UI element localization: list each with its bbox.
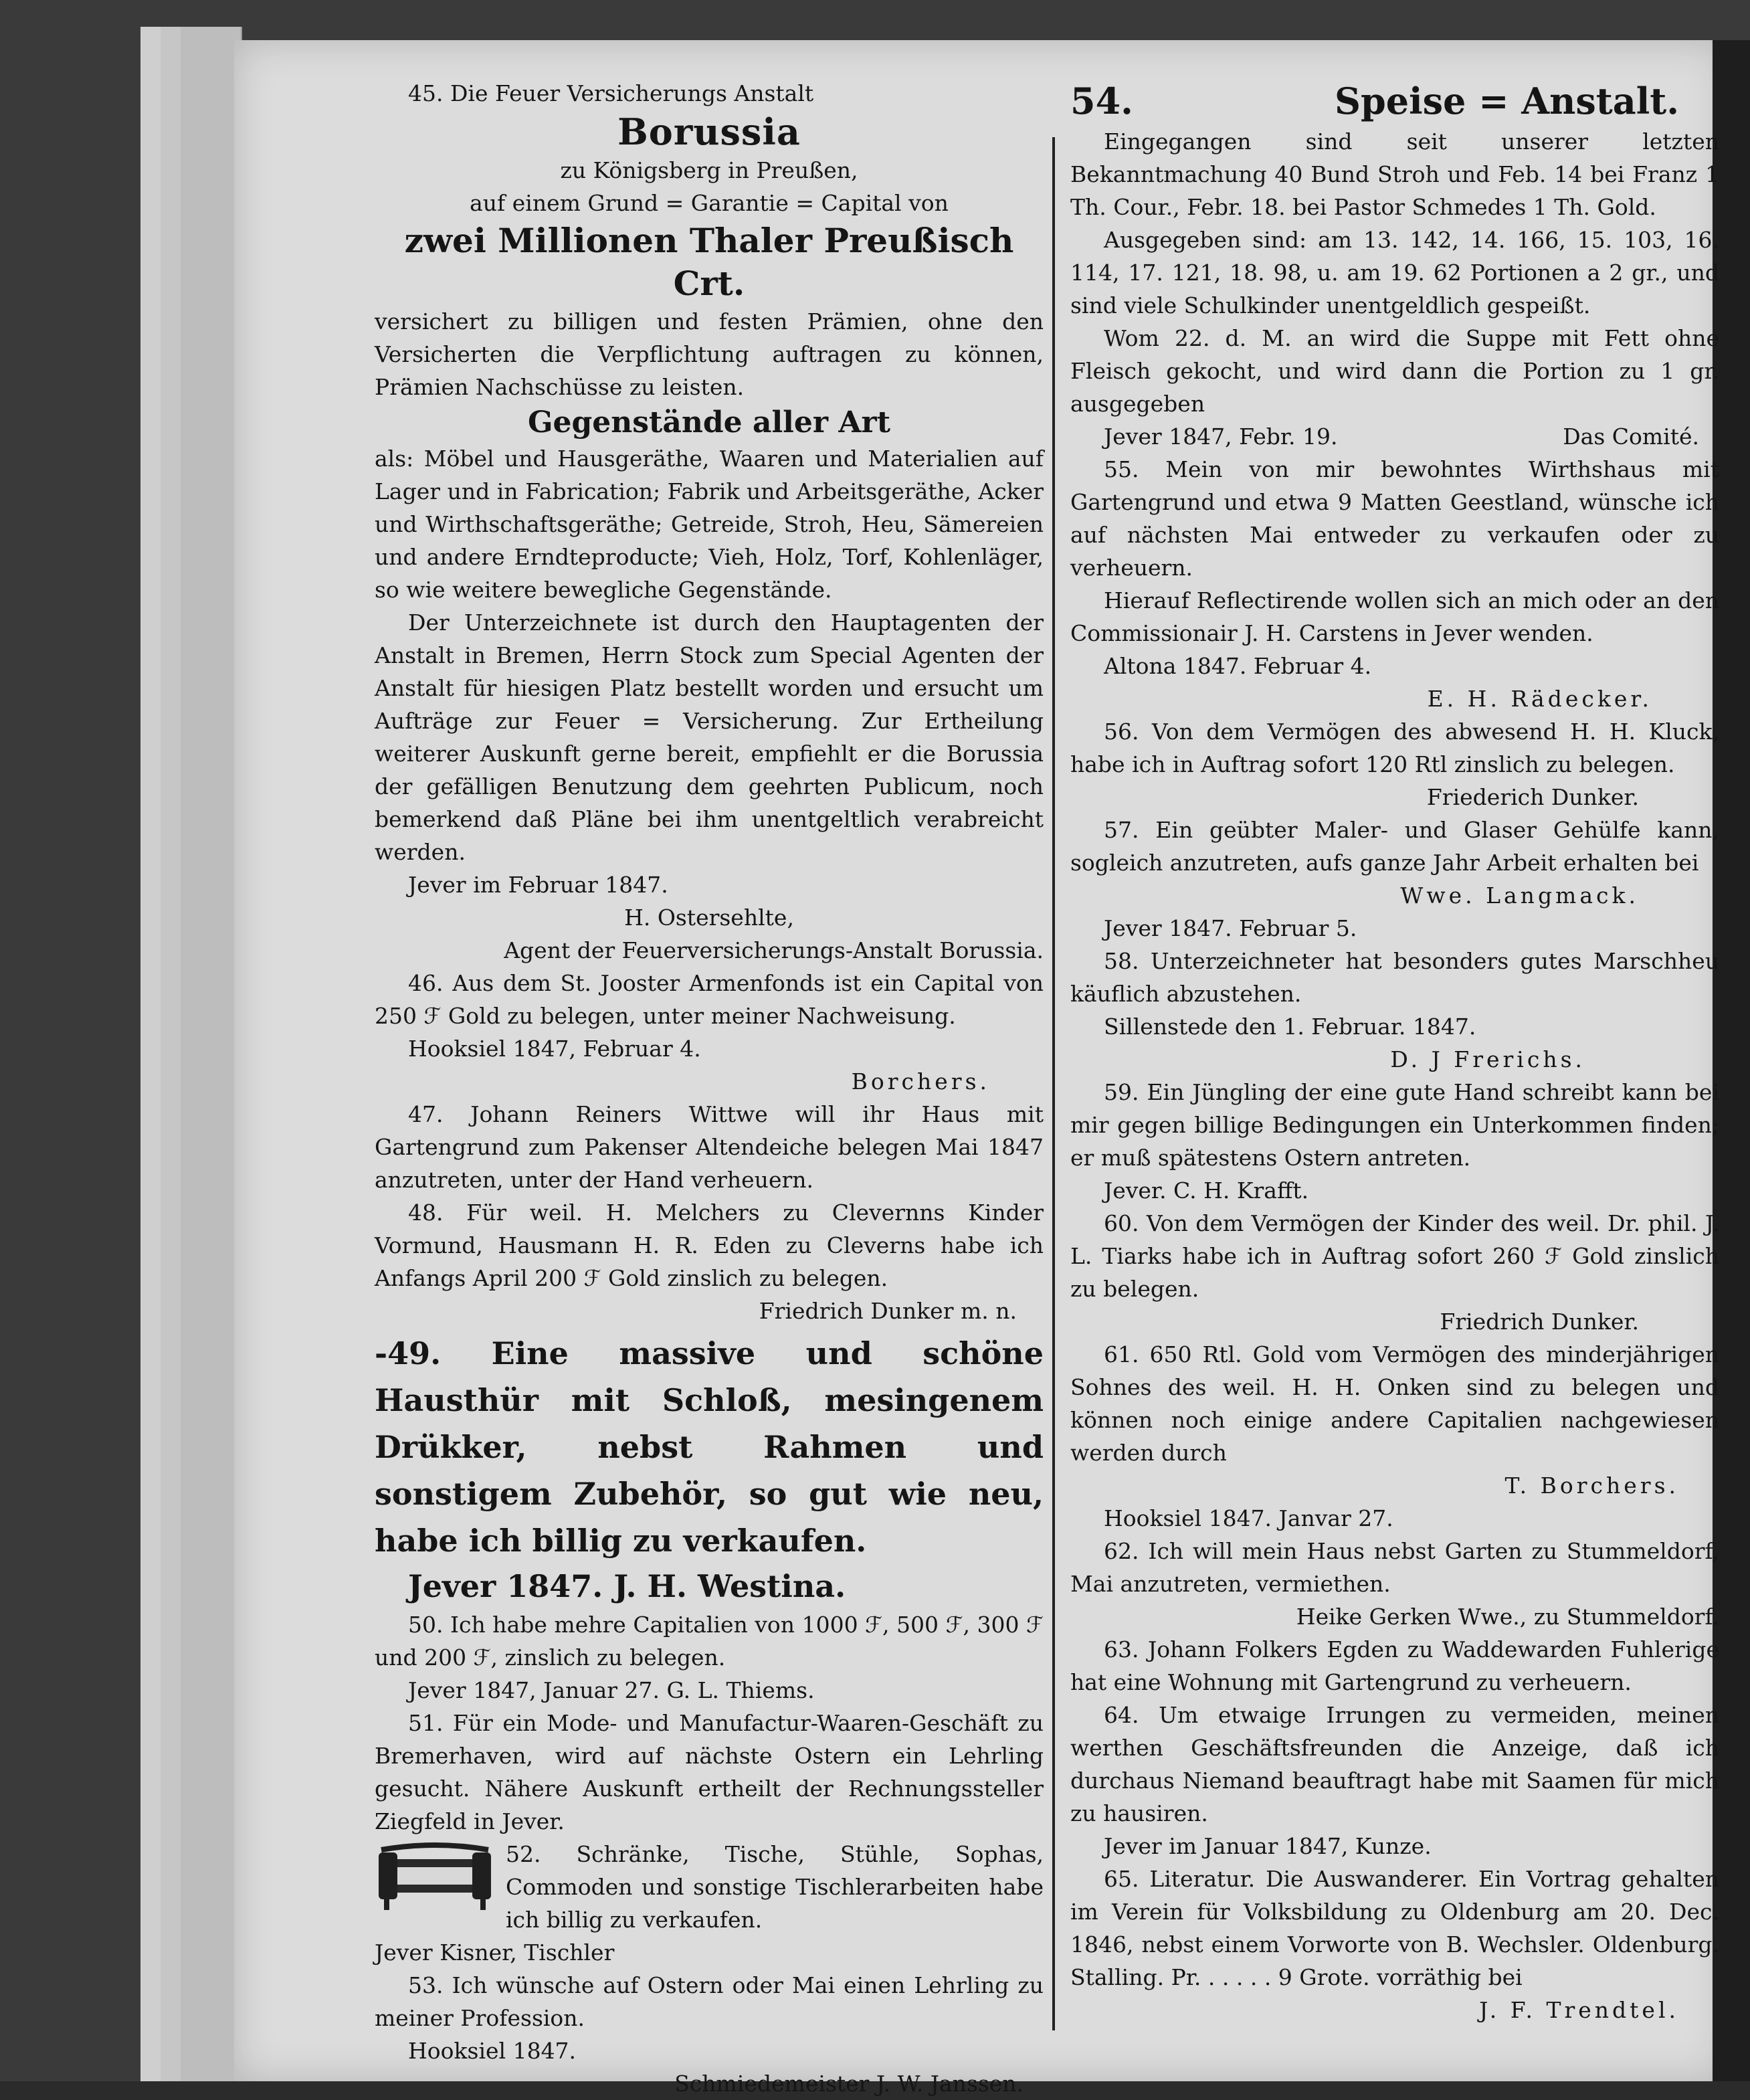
notice-59-signature: Jever. C. H. Krafft. [1104,1177,1309,1204]
notice-58-date: Sillenstede den 1. Februar. 1847. [1104,1014,1476,1040]
notice-51-text: 51. Für ein Mode- und Manufactur-Waaren-Geschäft zu Bremerhaven, wird auf nächste Ostern ein Lehrling gesucht. Nähere Auskunft ertheilt der Rechnungssteller Ziegfeld in Jever. [375,1710,1044,1834]
notice-46-text: 46. Aus dem St. Jooster Armenfonds ist ein Capital von 250 ℱ Gold zu belegen, unter meiner Nachweisung. [375,970,1044,1029]
notice-60-text: 60. Von dem Vermögen der Kinder des weil. Dr. phil. J. L. Tiarks habe ich in Auftrag sofort 260 ℱ Gold zinslich zu belegen. [1070,1210,1719,1302]
company-name: Borussia [617,110,801,153]
notice-54-p2: Ausgegeben sind: am 13. 142, 14. 166, 15. 103, 16. 114, 17. 121, 18. 98, u. am 19. 62 Portionen a 2 gr., und sind viele Schulkinder unentgeldlich gespeißt. [1070,227,1719,318]
notice-49 [375,1330,1044,1608]
notice-45-body1: versichert zu billigen und festen Prämien, ohne den Versicherten die Verpflichtung auftragen zu können, Prämien Nachschüsse zu leisten. [375,308,1044,400]
notice-51 [375,1707,1044,1838]
notice-45-body3: Der Unterzeichnete ist durch den Hauptagenten der Anstalt in Bremen, Herrn Stock zum Special Agenten der Anstalt für hiesigen Platz bestellt worden und ersucht um Aufträge zur Feuer = Versicherung. Zur Ertheilung weiterer Auskunft gerne bereit, empfiehlt er die Borussia der gefälligen Benutzung dem geehrten Publicum, noch bemerkend daß Pläne bei ihm unentgeltlich verabreicht werden. [375,609,1044,865]
notice-47 [375,1098,1044,1196]
notice-55-signature: E. H. Rädecker. [1427,686,1652,712]
notice-54-p3: Wom 22. d. M. an wird die Suppe mit Fett ohne Fleisch gekocht, und wird dann die Portion zu 1 gr. ausgegeben [1070,325,1719,417]
notice-54 [1070,77,1719,453]
notice-48 [375,1196,1044,1327]
notice-53-signature: Schmiedemeister J. W. Janssen. [674,2071,1024,2097]
notice-54-title: Speise = Anstalt. [1335,80,1679,122]
notice-65 [1070,1863,1719,2026]
notice-65-text: 65. Literatur. Die Auswanderer. Ein Vortrag gehalten im Verein für Volksbildung zu Oldenburg am 20. Dec. 1846, nebst einem Vorworte von B. Wechsler. Oldenburg. Stalling. Pr. . . . . . 9 Grote. vorräthig bei [1070,1866,1719,1990]
notice-46-signature: Borchers. [851,1068,990,1094]
notice-63 [1070,1633,1719,1699]
capital-line: auf einem Grund = Garantie = Capital von [470,190,949,216]
notice-47-text: 47. Johann Reiners Wittwe will ihr Haus mit Gartengrund zum Pakenser Altendeiche belegen Mai 1847 anzutreten, unter der Hand verheuern. [375,1101,1044,1193]
notice-49-signature: Jever 1847. J. H. Westina. [408,1568,846,1604]
notice-54-signature: Das Comité. [1563,423,1699,450]
notice-56-signature: Friederich Dunker. [1426,784,1639,810]
notice-50-text: 50. Ich habe mehre Capitalien von 1000 ℱ, 500 ℱ, 300 ℱ und 200 ℱ, zinslich zu belegen. [375,1612,1044,1671]
left-column [375,77,1044,2100]
notice-54-date: Jever 1847, Febr. 19. [1104,423,1338,450]
notice-52-body: 52. Schränke, Tische, Stühle, Sophas, Commoden und sonstige Tischlerarbeiten habe ich billig zu verkaufen. [506,1841,1044,1933]
notice-53-text: 53. Ich wünsche auf Ostern oder Mai einen Lehrling zu meiner Profession. [375,1972,1044,2031]
notice-45-signature: H. Ostersehlte, [624,904,794,931]
notice-57-text: 57. Ein geübter Maler- und Glaser Gehülfe kann, sogleich anzutreten, aufs ganze Jahr Arbeit erhalten bei [1070,817,1719,876]
company-location: zu Königsberg in Preußen, [560,157,858,183]
notice-55-text: 55. Mein von mir bewohntes Wirthshaus mit Gartengrund und etwa 9 Matten Geestland, wünsche ich auf nächsten Mai entweder zu verkaufen oder zu verheuern. [1070,456,1719,581]
notice-61 [1070,1338,1719,1535]
subheading: Gegenstände aller Art [527,405,891,440]
notice-62 [1070,1535,1719,1633]
notice-55-p2: Hierauf Reflectirende wollen sich an mich oder an den Commissionair J. H. Carstens in Jever wenden. [1070,587,1719,646]
notice-64 [1070,1699,1719,1863]
notice-55-date: Altona 1847. Februar 4. [1104,653,1372,679]
notice-59 [1070,1076,1719,1207]
notice-64-signature: Jever im Januar 1847, Kunze. [1104,1833,1432,1859]
notice-52-text [375,1838,1044,1936]
notice-56-text: 56. Von dem Vermögen des abwesend H. H. Kluck, habe ich in Auftrag sofort 120 Rtl zinslich zu belegen. [1070,719,1719,777]
notice-64-text: 64. Um etwaige Irrungen zu vermeiden, meinen werthen Geschäftsfreunden die Anzeige, daß ich durchaus Niemand beauftragt habe mit Saamen für mich zu hausiren. [1070,1702,1719,1826]
notice-57 [1070,814,1719,945]
sofa-icon [375,1840,495,1914]
right-column [1070,77,1719,2026]
notice-48-text: 48. Für weil. H. Melchers zu Clevernns Kinder Vormund, Hausmann H. R. Eden zu Cleverns habe ich Anfangs April 200 ℱ Gold zinslich zu belegen. [375,1200,1044,1291]
notice-48-signature: Friedrich Dunker m. n. [759,1298,1017,1324]
notice-62-text: 62. Ich will mein Haus nebst Garten zu Stummeldorf, Mai anzutreten, vermiethen. [1070,1538,1719,1597]
notice-59-text: 59. Ein Jüngling der eine gute Hand schreibt kann bei mir gegen billige Bedingungen ein Unterkommen finden; er muß spätestens Ostern antreten. [1070,1079,1719,1171]
notice-50-signature: Jever 1847, Januar 27. G. L. Thiems. [408,1677,815,1703]
notice-62-signature: Heike Gerken Wwe., zu Stummeldorf. [1296,1604,1719,1630]
notice-58-signature: D. J Frerichs. [1390,1046,1585,1072]
notice-63-text: 63. Johann Folkers Egden zu Waddewarden Fuhlerige hat eine Wohnung mit Gartengrund zu verheuern. [1070,1636,1719,1695]
notice-57-date: Jever 1847. Februar 5. [1104,915,1357,941]
notice-52-signature: Jever Kisner, Tischler [375,1939,615,1966]
notice-61-signature: T. Borchers. [1504,1472,1679,1499]
notice-45-body2: als: Möbel und Hausgeräthe, Waaren und Materialien auf Lager und in Fabrication; Fabrik und Arbeitsgeräthe, Acker und Wirthschaftsgeräthe; Getreide, Stroh, Heu, Sämereien und andere Erndteproducte; Vieh, Holz, Torf, Kohlenläger, so wie weitere bewegliche Gegenstände. [375,446,1044,603]
notice-61-text: 61. 650 Rtl. Gold vom Vermögen des minderjährigen Sohnes des weil. H. H. Onken sind zu belegen und können noch einige andere Capitalien nachgewiesen werden durch [1070,1341,1719,1466]
notice-57-signature: Wwe. Langmack. [1400,882,1639,909]
notice-55 [1070,453,1719,715]
notice-54-heading [1070,77,1719,125]
notice-52 [375,1838,1044,1969]
notice-50 [375,1608,1044,1707]
notice-46 [375,967,1044,1098]
notice-60 [1070,1207,1719,1338]
notice-45-heading: 45. Die Feuer Versicherungs Anstalt [408,80,814,106]
notice-58-text: 58. Unterzeichneter hat besonders gutes Marschheu käuflich abzustehen. [1070,948,1719,1007]
capital-amount: zwei Millionen Thaler Preußisch Crt. [404,221,1014,303]
notice-58 [1070,945,1719,1076]
notice-45-title: Agent der Feuerversicherungs-Anstalt Borussia. [504,937,1044,963]
book-page-edge [181,27,242,2081]
column-divider [1052,137,1055,2030]
notice-45-date: Jever im Februar 1847. [408,872,668,898]
notice-61-date: Hooksiel 1847. Janvar 27. [1104,1505,1393,1531]
notice-54-footer [1070,420,1719,453]
notice-54-p1: Eingegangen sind seit unserer letzten Bekanntmachung 40 Bund Stroh und Feb. 14 bei Franz 1 Th. Cour., Febr. 18. bei Pastor Schmedes 1 Th. Gold. [1070,128,1719,220]
notice-53 [375,1969,1044,2100]
notice-53-date: Hooksiel 1847. [408,2038,577,2064]
notice-45 [375,77,1044,967]
notice-54-number: 54. [1070,80,1133,122]
notice-49-text: -49. Eine massive und schöne Hausthür mit Schloß, mesingenem Drükker, nebst Rahmen und sonstigem Zubehör, so gut wie neu, habe ich billig zu verkaufen. [375,1335,1044,1559]
notice-46-date: Hooksiel 1847, Februar 4. [408,1036,701,1062]
notice-60-signature: Friedrich Dunker. [1440,1309,1639,1335]
notice-65-signature: J. F. Trendtel. [1479,1997,1679,2023]
notice-56 [1070,715,1719,814]
